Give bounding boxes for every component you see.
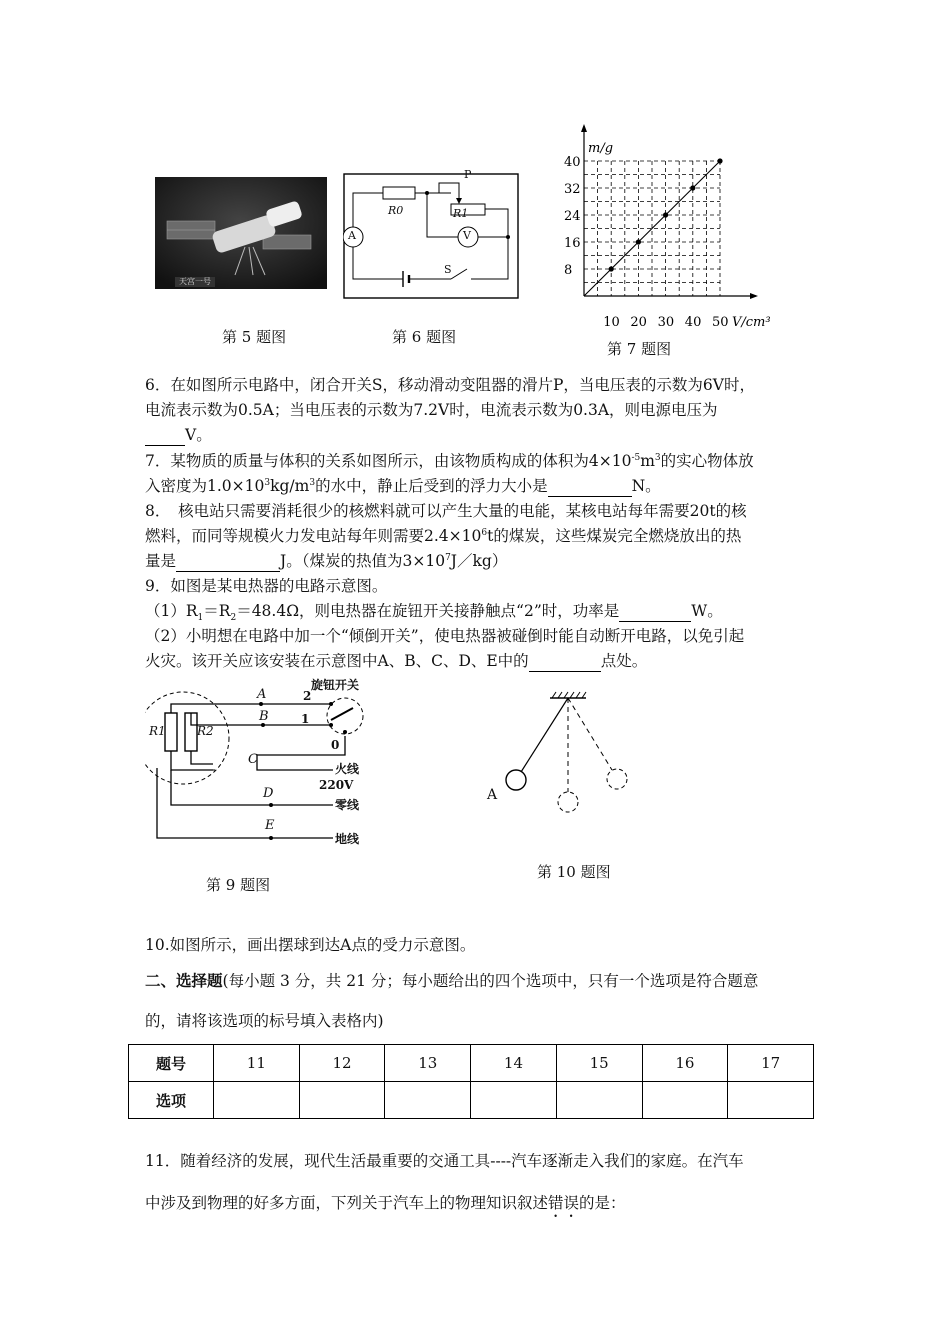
answer-cell[interactable] xyxy=(385,1082,471,1119)
fig6-label-R1 xyxy=(453,207,468,220)
q7-exp-b: 3 xyxy=(654,452,661,463)
q7-exp-d: 3 xyxy=(309,477,316,488)
answer-table-label-number: 题号 xyxy=(129,1045,214,1082)
q9-line1: 9．如图是某电热器的电路示意图。 xyxy=(145,577,388,595)
fig6-label-A: A xyxy=(348,229,356,242)
q8-line1: 8． 核电站只需要消耗很少的核燃料就可以产生大量的电能，某核电站每年需要20t的核 xyxy=(145,502,747,520)
q8-text-a: 燃料，而同等规模火力发电站每年则需要2.4×10 xyxy=(145,527,482,545)
y-tick-label: 16 xyxy=(564,236,581,251)
fig6-label-R0 xyxy=(388,204,403,217)
fig6-label-S: S xyxy=(444,263,452,276)
fig10-pendulum xyxy=(480,688,640,818)
fig9-label-R2: R2 xyxy=(197,724,214,738)
answer-table-header-row xyxy=(129,1045,814,1082)
fig5-photo-caption: 天宫一号 xyxy=(179,277,211,286)
fig9-label-B: B xyxy=(259,709,269,724)
q8-line3 xyxy=(145,550,507,572)
y-tick-label: 40 xyxy=(564,155,581,170)
answer-cell[interactable] xyxy=(471,1082,557,1119)
x-tick-label: 20 xyxy=(630,315,647,330)
x-tick-label: 30 xyxy=(657,315,675,330)
fig9-label-ground: 地线 xyxy=(335,832,360,846)
q9-line4 xyxy=(145,650,647,672)
fig9-label-A: A xyxy=(257,687,267,702)
q9-text-b: ＝R xyxy=(203,602,231,620)
answer-table-num: 16 xyxy=(642,1045,728,1082)
data-point xyxy=(609,266,614,271)
y-tick-label: 32 xyxy=(564,182,581,197)
q11-line2 xyxy=(145,1192,626,1221)
fig6-circuit xyxy=(343,168,519,299)
answer-table-num: 12 xyxy=(299,1045,385,1082)
q6-line2: 电流表示数为0.5A；当电压表的示数为7.2V时，电流表示数为0.3A，则电源电压为 xyxy=(145,401,718,419)
q8-exp-b: 7 xyxy=(445,552,451,563)
q7-answer-blank[interactable] xyxy=(548,478,632,497)
answer-table xyxy=(128,1044,814,1119)
fig10-label-A: A xyxy=(487,787,498,803)
fig9-label-0: 0 xyxy=(331,738,340,752)
fig5-caption: 第 5 题图 xyxy=(222,328,287,346)
q7-text-d: 入密度为1.0×10 xyxy=(145,477,265,495)
q9-text-d: W。 xyxy=(691,602,723,620)
q6-answer-blank[interactable] xyxy=(145,427,185,446)
answer-cell[interactable] xyxy=(728,1082,814,1119)
q7-unit: N。 xyxy=(631,477,661,495)
q9-line3: （2）小明想在电路中加一个“倾倒开关”，使电热器被碰倒时能自动断开电路，以免引起 xyxy=(145,627,745,645)
fig9-label-C: C xyxy=(248,752,258,767)
q8-exp-a: 6 xyxy=(481,527,488,538)
fig6-label-P: P xyxy=(464,168,472,181)
data-point xyxy=(717,158,722,163)
fig9-label-switch: 旋钮开关 xyxy=(311,678,360,692)
fig5-photo xyxy=(155,177,327,289)
fig9-circuit xyxy=(145,680,380,850)
q11-text-b: 的是： xyxy=(579,1194,626,1212)
q7-text-f: 的水中，静止后受到的浮力大小是 xyxy=(315,477,548,495)
fig9-label-2: 2 xyxy=(303,689,312,703)
fig9-label-D: D xyxy=(263,786,274,801)
q9-text-c: ＝48.4Ω，则电热器在旋钮开关接静触点“2”时，功率是 xyxy=(236,602,620,620)
q7-text-c: 的实心物体放 xyxy=(660,452,754,470)
q7-text-e: kg/m xyxy=(270,477,310,495)
answer-cell[interactable] xyxy=(214,1082,300,1119)
q7-exp-a: -5 xyxy=(631,452,641,463)
answer-table-num: 15 xyxy=(556,1045,642,1082)
y-axis-arrow xyxy=(581,124,587,132)
q9-text-e: 火灾。该开关应该安装在示意图中A、B、C、D、E中的 xyxy=(145,652,529,670)
data-point xyxy=(663,212,668,217)
q7-text-b: m xyxy=(640,452,655,470)
answer-table-num: 17 xyxy=(728,1045,814,1082)
x-axis-label: V/cm³ xyxy=(732,315,771,330)
fig9-label-1: 1 xyxy=(301,712,310,726)
fig6-caption: 第 6 题图 xyxy=(392,328,457,346)
q9-point-blank[interactable] xyxy=(529,653,601,672)
space-station-illustration xyxy=(155,177,327,289)
answer-table-num: 11 xyxy=(214,1045,300,1082)
section2-desc2: 的，请将该选项的标号填入表格内) xyxy=(145,1012,384,1030)
fig6-label-R0-text: R0 xyxy=(388,204,404,217)
section2-heading: 二、选择题 xyxy=(145,971,223,990)
q9-sub-1: 1 xyxy=(197,613,204,624)
fig6-label-R1-text: R1 xyxy=(453,207,469,220)
q6-line3 xyxy=(145,424,212,446)
q7-line2 xyxy=(145,475,661,497)
q7-text-a: 7．某物质的质量与体积的关系如图所示，由该物质构成的体积为4×10 xyxy=(145,452,632,470)
q8-text-c: 量是 xyxy=(145,552,177,570)
q11-emphasis: 错误 xyxy=(548,1194,580,1212)
answer-cell[interactable] xyxy=(556,1082,642,1119)
answer-table-label-option: 选项 xyxy=(129,1082,214,1119)
q9-power-blank[interactable] xyxy=(619,603,691,622)
q9-line2 xyxy=(145,600,723,622)
q8-text-e: J／kg） xyxy=(450,552,508,570)
q11-text-a: 中涉及到物理的好多方面，下列关于汽车上的物理知识叙述 xyxy=(145,1194,549,1212)
q9-text-f: 点处。 xyxy=(600,652,648,670)
fig10-caption: 第 10 题图 xyxy=(537,863,611,881)
data-point xyxy=(636,239,641,244)
fig6-label-V: V xyxy=(463,229,471,242)
section2-desc1: (每小题 3 分，共 21 分；每小题给出的四个选项中，只有一个选项是符合题意 xyxy=(222,972,759,990)
q8-line2 xyxy=(145,525,741,547)
q6-unit: V。 xyxy=(185,426,212,444)
answer-cell[interactable] xyxy=(642,1082,728,1119)
q6-line1: 6．在如图所示电路中，闭合开关S，移动滑动变阻器的滑片P，当电压表的示数为6V时， xyxy=(145,376,755,394)
fig9-label-live: 火线 xyxy=(335,762,360,776)
q8-text-b: t的煤炭，这些煤炭完全燃烧放出的热 xyxy=(487,527,742,545)
answer-table-num: 13 xyxy=(385,1045,471,1082)
fig9-label-E: E xyxy=(265,818,275,833)
data-point xyxy=(690,185,695,190)
q8-text-d: J。（煤炭的热值为3×10 xyxy=(280,552,446,570)
section2-line1 xyxy=(145,970,758,992)
fig7-caption: 第 7 题图 xyxy=(607,340,672,358)
answer-cell[interactable] xyxy=(299,1082,385,1119)
x-tick-label: 10 xyxy=(603,315,620,330)
q7-line1 xyxy=(145,450,754,472)
fig9-label-neutral: 零线 xyxy=(335,798,360,812)
q9-text-a: （1）R xyxy=(145,602,198,620)
x-tick-label: 40 xyxy=(684,315,702,330)
q11-line1: 11．随着经济的发展，现代生活最重要的交通工具----汽车逐渐走入我们的家庭。在汽车 xyxy=(145,1152,744,1170)
q10-text: 10.如图所示，画出摆球到达A点的受力示意图。 xyxy=(145,936,476,954)
fig9-label-voltage: 220V xyxy=(319,778,354,792)
fig7-chart xyxy=(556,120,786,338)
y-tick-label: 8 xyxy=(564,263,573,278)
y-tick-label: 24 xyxy=(564,209,581,224)
answer-table-num: 14 xyxy=(471,1045,557,1082)
q8-answer-blank[interactable] xyxy=(176,553,280,572)
y-axis-label: m/g xyxy=(588,141,614,156)
q7-exp-c: 3 xyxy=(264,477,271,488)
fig9-caption: 第 9 题图 xyxy=(206,876,271,894)
x-axis-arrow xyxy=(750,293,758,299)
x-tick-label: 50 xyxy=(712,315,729,330)
answer-table-option-row xyxy=(129,1082,814,1119)
fig9-label-R1: R1 xyxy=(149,724,166,738)
q9-sub-2: 2 xyxy=(230,613,237,624)
